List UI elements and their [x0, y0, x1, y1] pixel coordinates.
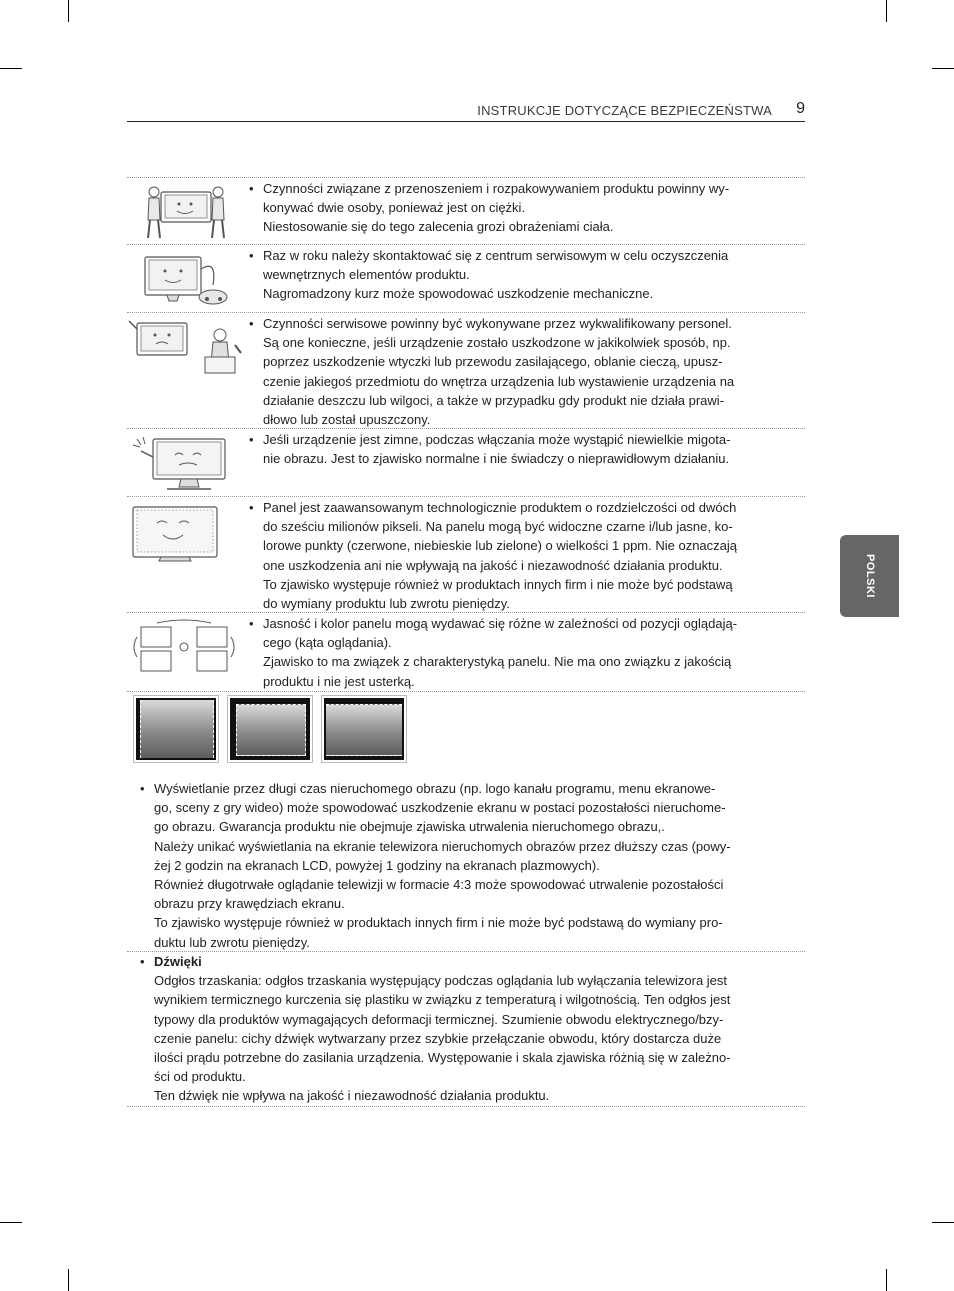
crop-mark: [68, 1269, 69, 1291]
text-line: go, sceny z gry wideo) może spowodować uszkodzenie ekranu w postaci pozostałości nieruchome-: [154, 800, 726, 816]
bullet: •: [249, 616, 254, 631]
tv-panel-pixels-icon: [127, 501, 247, 565]
page-header: [127, 99, 805, 122]
text-line: Wyświetlanie przez długi czas nieruchomego obrazu (np. logo kanału programu, menu ekranowe-: [154, 781, 716, 796]
page-number: 9: [796, 100, 805, 117]
tv-viewing-angles-icon: [127, 617, 247, 677]
text-line: obrazu przy krawędziach ekranu.: [154, 896, 345, 912]
text-line: czenie jakiegoś przedmiotu do wnętrza urządzenia lub wystawienie urządzenia na: [263, 373, 735, 389]
text-line: żej 2 godzin na ekranach LCD, powyżej 1 godziny na ekranach plazmowych).: [154, 857, 600, 873]
crop-mark: [932, 68, 954, 69]
text-line: cego (kąta oglądania).: [263, 635, 392, 651]
text-line: one uszkodzenia ani nie wpływają na jakość i niezawodność działania produktu.: [263, 557, 723, 573]
bullet: •: [249, 432, 254, 447]
image-retention-wide-icon: [133, 695, 219, 763]
text-line: lorowe punkty (czerwone, niebieskie lub zielone) o wielkości 1 ppm. Nie oznaczają: [263, 538, 738, 554]
image-retention-thumbnails: [133, 695, 413, 763]
crop-mark: [886, 1269, 887, 1291]
text-line: do sześciu milionów pikseli. Na panelu mogą być widoczne czarne i/lub jasne, ko-: [263, 519, 733, 535]
text-line: typowy dla produktów wymagających deformacji termicznej. Szumienie obwodu elektrycznego/bzy-: [154, 1011, 724, 1027]
text-line: Odgłos trzaskania: odgłos trzaskania występujący podczas oglądania lub wyłączania telewizora jest: [154, 973, 728, 989]
text-line: Należy unikać wyświetlania na ekranie telewizora nieruchomych obrazów przez dłuższy czas (powy-: [154, 838, 731, 854]
safety-row: [127, 428, 805, 496]
tv-cold-flicker-icon: [127, 433, 247, 493]
crop-mark: [0, 1222, 22, 1223]
tv-vacuum-cleaning-icon: [127, 249, 247, 309]
text-line: Raz w roku należy skontaktować się z centrum serwisowym w celu oczyszczenia: [263, 248, 729, 263]
image-retention-section: [127, 779, 805, 952]
safety-row: [127, 496, 805, 613]
divider: [127, 1106, 805, 1107]
bullet: •: [140, 954, 145, 969]
safety-row: [127, 244, 805, 312]
text-line: ści od produktu.: [154, 1069, 246, 1085]
text-line: nie obrazu. Jest to zjawisko normalne i nie świadczy o nieprawidłowym działaniu.: [263, 451, 730, 467]
text-line: Nagromadzony kurz może spowodować uszkodzenie mechaniczne.: [263, 286, 654, 302]
image-retention-box-icon: [227, 695, 313, 763]
safety-row: [127, 612, 805, 692]
text-line: dłowo lub został upuszczony.: [263, 412, 431, 428]
section-heading: Dźwięki: [154, 954, 202, 969]
bullet: •: [140, 781, 145, 796]
text-line: działanie deszczu lub wilgoci, a także w przypadku gdy produkt nie działa prawi-: [263, 392, 725, 408]
tv-service-technician-icon: [127, 317, 247, 377]
text-line: poprzez uszkodzenie wtyczki lub przewodu zasilającego, oblanie cieczą, upusz-: [263, 354, 723, 370]
bullet: •: [249, 248, 254, 263]
crop-mark: [886, 0, 887, 22]
text-line: do wymiany produktu lub zwrotu pieniędzy.: [263, 596, 510, 612]
row-text: [249, 498, 801, 613]
row-text: [249, 179, 801, 237]
language-tab: [840, 535, 899, 617]
safety-row: [127, 177, 805, 244]
text-line: Zjawisko to ma związek z charakterystyką panelu. Nie ma ono związku z jakością: [263, 654, 732, 670]
text-line: konywać dwie osoby, ponieważ jest on ciężki.: [263, 200, 526, 216]
text-line: czenie panelu: cichy dźwięk wytwarzany przez szybkie przełączanie obwodu, który dostarcza duże: [154, 1030, 722, 1046]
crop-mark: [0, 68, 22, 69]
text-line: go obrazu. Gwarancja produktu nie obejmuje zjawiska utrwalenia nieruchomego obrazu,.: [154, 819, 665, 835]
text-line: ilości prądu potrzebne do zasilania urządzenia. Występowanie i skala zjawiska różnią się w zależno-: [154, 1050, 731, 1066]
text-line: Jasność i kolor panelu mogą wydawać się różne w zależności od pozycji oglądają-: [263, 616, 738, 631]
header-title: INSTRUKCJE DOTYCZĄCE BEZPIECZEŃSTWA: [477, 103, 772, 118]
text-line: To zjawisko występuje również w produktach innych firm i nie może być podstawą: [263, 576, 733, 592]
crop-mark: [932, 1222, 954, 1223]
text-line: Ten dźwięk nie wpływa na jakość i niezawodność działania produktu.: [154, 1088, 550, 1104]
sounds-section: [127, 952, 805, 1106]
text-line: wewnętrznych elementów produktu.: [263, 267, 470, 283]
text-line: Niestosowanie się do tego zalecenia grozi obrażeniami ciała.: [263, 219, 614, 235]
two-people-carrying-tv-icon: [127, 182, 247, 242]
image-retention-pillar-icon: [321, 695, 407, 763]
bullet: •: [249, 500, 254, 515]
text-line: duktu lub zwrotu pieniędzy.: [154, 934, 310, 950]
row-text: [249, 614, 801, 691]
text-line: produktu i nie jest usterką.: [263, 673, 415, 689]
safety-row: [127, 312, 805, 429]
bullet: •: [249, 181, 254, 196]
row-text: [249, 430, 801, 468]
text-line: To zjawisko występuje również w produktach innych firm i nie może być podstawą do wymiany pro-: [154, 915, 723, 931]
text-line: Czynności serwisowe powinny być wykonywane przez wykwalifikowany personel.: [263, 316, 732, 331]
text-line: Czynności związane z przenoszeniem i rozpakowywaniem produktu powinny wy-: [263, 181, 730, 196]
text-line: Jeśli urządzenie jest zimne, podczas włączania może wystąpić niewielkie migota-: [263, 432, 731, 447]
text-line: Panel jest zaawansowanym technologicznie produktem o rozdzielczości od dwóch: [263, 500, 737, 515]
row-text: [249, 246, 801, 304]
bullet: •: [249, 316, 254, 331]
language-tab-label: POLSKI: [863, 554, 876, 598]
crop-mark: [68, 0, 69, 22]
text-line: Są one konieczne, jeśli urządzenie zostało uszkodzone w jakikolwiek sposób, np.: [263, 335, 731, 351]
row-text: [249, 314, 801, 429]
text-line: Również długotrwałe oglądanie telewizji w formacie 4:3 może spowodować utrwalenie pozostałości: [154, 877, 724, 893]
text-line: wynikiem termicznego kurczenia się plastiku w związku z temperaturą i wilgotnością. Ten odgłos jest: [154, 992, 731, 1008]
